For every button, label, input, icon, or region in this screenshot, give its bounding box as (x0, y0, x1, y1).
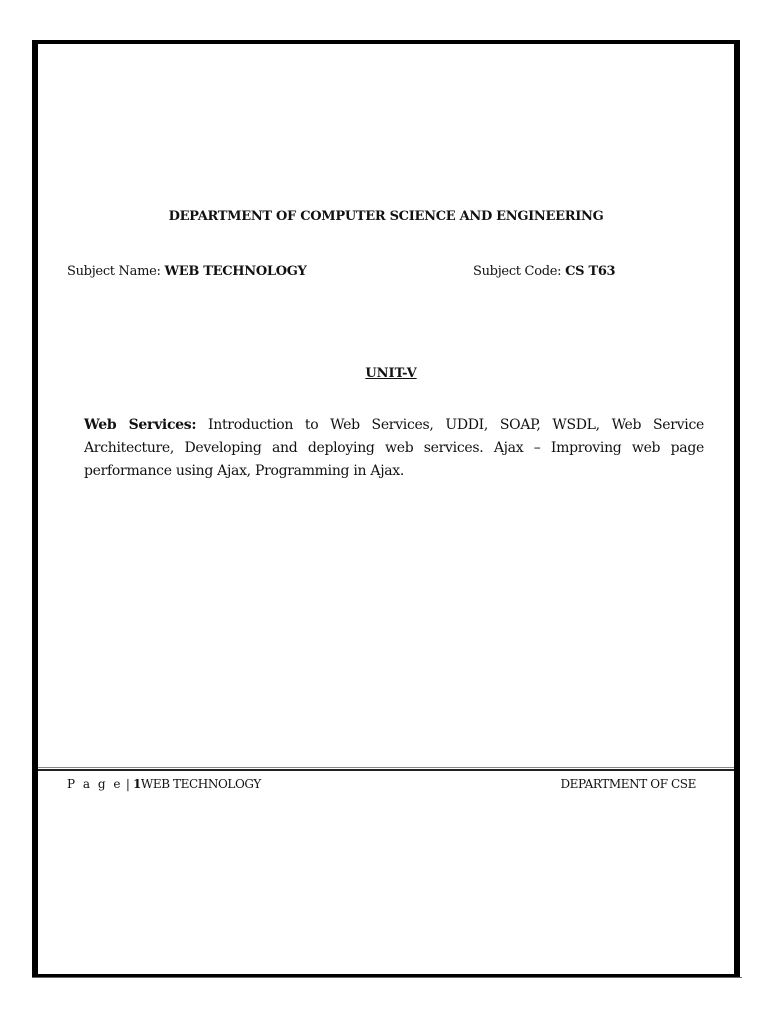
topic-label: Web Services: (84, 417, 197, 433)
footer-page-number: 1 (132, 777, 141, 791)
topic-text: Introduction to Web Services, UDDI, SOAP, WSDL, Web Service Architecture, Developing and deploying web services. Ajax – Improving web page performance using Ajax, Programming in Ajax. (84, 417, 704, 479)
subject-name-label: Subject Name: (67, 264, 161, 279)
syllabus-paragraph (84, 414, 704, 483)
footer-left (67, 777, 261, 791)
subject-name-value: WEB TECHNOLOGY (164, 264, 307, 279)
footer-divider-thick (38, 769, 734, 771)
page-border (32, 40, 740, 977)
footer-divider-thin (38, 767, 734, 768)
footer-page-word: P a g e (67, 777, 123, 791)
unit-heading: UNIT-V (365, 366, 417, 381)
subject-code-value: CS T63 (565, 264, 616, 279)
footer-department: DEPARTMENT OF CSE (560, 777, 696, 791)
subject-name-line (67, 264, 307, 279)
subject-code-label: Subject Code: (473, 264, 562, 279)
footer-separator: | (125, 777, 130, 791)
department-heading: DEPARTMENT OF COMPUTER SCIENCE AND ENGINEERING (168, 209, 604, 224)
page-bottom-rule (32, 977, 742, 978)
subject-code-line (473, 264, 615, 279)
footer-subject: WEB TECHNOLOGY (140, 777, 261, 791)
